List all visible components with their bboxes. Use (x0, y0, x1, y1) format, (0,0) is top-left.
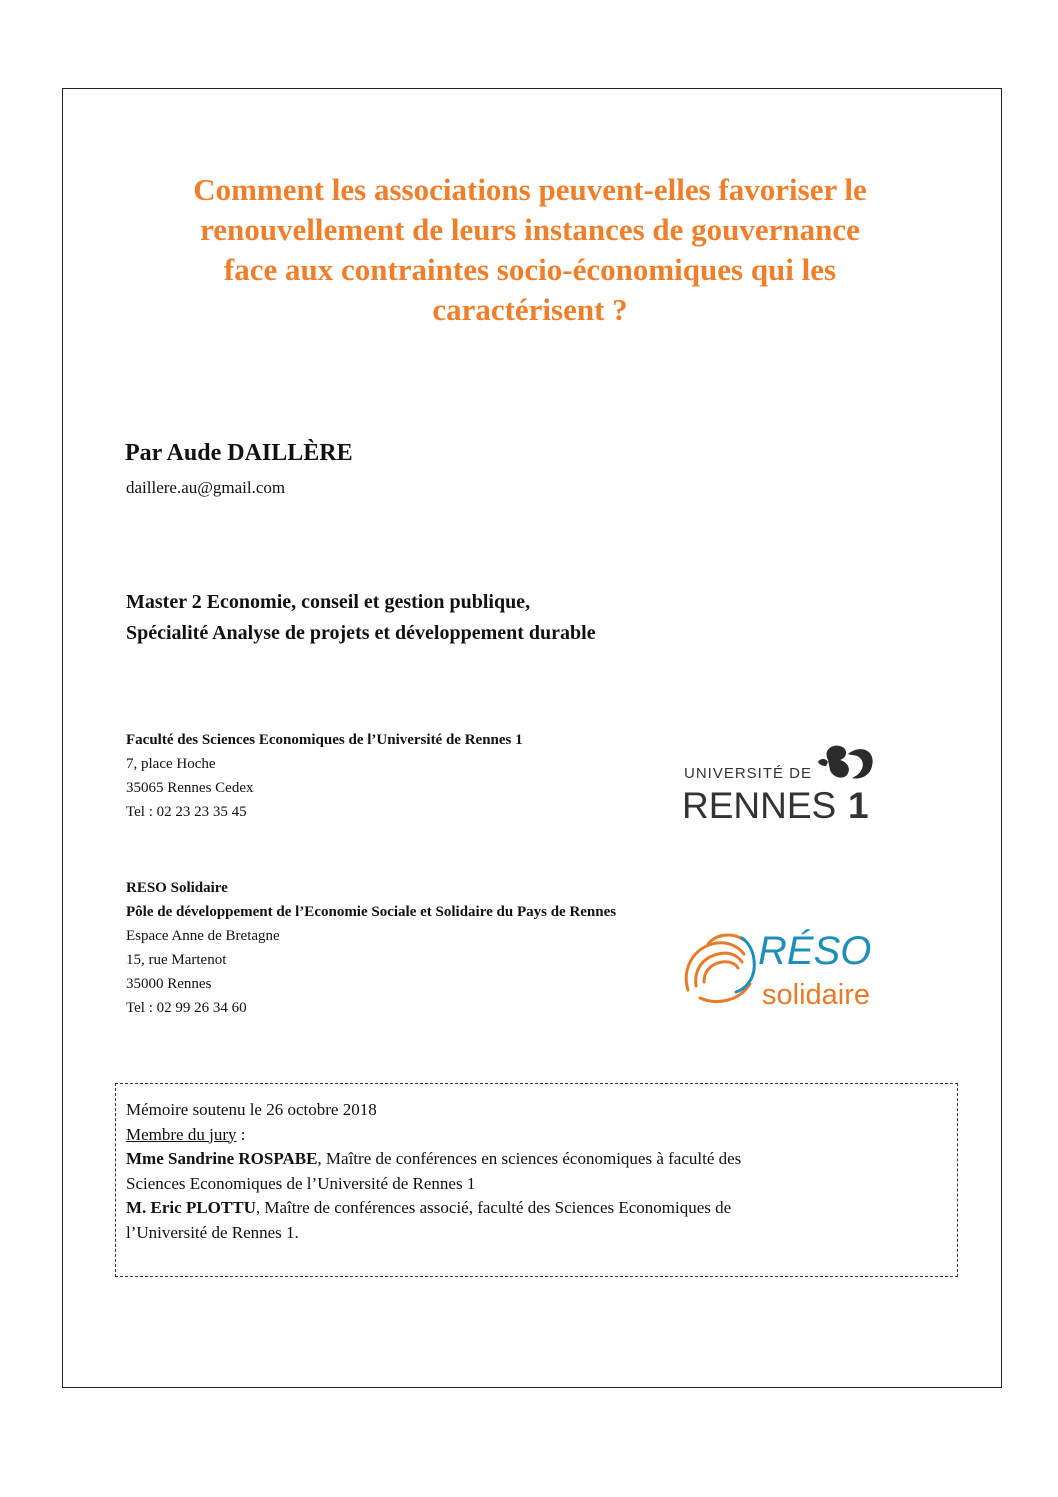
reso-city: 35000 Rennes (126, 976, 212, 992)
jury-label: Membre du jury (126, 1124, 237, 1144)
defense-date: Mémoire soutenu le 26 octobre 2018 (126, 1100, 377, 1119)
title-line-4: caractérisent ? (432, 292, 628, 327)
faculty-tel: Tel : 02 23 23 35 45 (126, 804, 247, 820)
rennes-logo-line2: RENNES (682, 785, 837, 826)
reso-tel: Tel : 02 99 26 34 60 (126, 1000, 247, 1016)
jury-member-1 (126, 1147, 947, 1172)
faculty-city: 35065 Rennes Cedex (126, 780, 254, 796)
title-line-1: Comment les associations peuvent-elles favoriser le (193, 172, 867, 207)
jury-member-1-name: Mme Sandrine ROSPABE (126, 1149, 318, 1168)
jury-member-2 (126, 1196, 947, 1221)
author-name: Par Aude DAILLÈRE (125, 440, 353, 466)
title-line-2: renouvellement de leurs instances de gouvernance (200, 212, 860, 247)
jury-label-line (126, 1123, 947, 1148)
universite-rennes-logo (680, 740, 885, 830)
jury-member-1-role: , Maître de conférences en sciences économiques à faculté des (317, 1149, 742, 1168)
jury-member-1-role-cont: Sciences Economiques de l’Université de Rennes 1 (126, 1173, 476, 1193)
reso-address (126, 876, 616, 1020)
program-line-1: Master 2 Economie, conseil et gestion publique, (126, 591, 531, 613)
faculty-street: 7, place Hoche (126, 756, 216, 772)
jury-member-2-role-cont: l’Université de Rennes 1. (126, 1222, 299, 1242)
blue-hand-icon (736, 938, 754, 992)
squirrel-icon (818, 746, 873, 779)
faculty-name: Faculté des Sciences Economiques de l’Université de Rennes 1 (126, 732, 523, 748)
author-email: daillere.au@gmail.com (126, 478, 286, 497)
jury-member-2-role: , Maître de conférences associé, faculté des Sciences Economiques de (255, 1198, 732, 1217)
reso-solidaire-logo (678, 920, 888, 1015)
jury-box (115, 1083, 958, 1277)
reso-name: RESO Solidaire (126, 880, 228, 896)
program-block (126, 587, 596, 649)
reso-subtitle: Pôle de développement de l’Economie Sociale et Solidaire du Pays de Rennes (126, 904, 617, 920)
jury-member-2-name: M. Eric PLOTTU (126, 1198, 256, 1217)
reso-logo-word2: solidaire (762, 979, 870, 1011)
rennes-logo-line1: UNIVERSITÉ DE (684, 765, 813, 782)
document-title (90, 170, 970, 330)
program-line-2: Spécialité Analyse de projets et développement durable (126, 622, 596, 644)
jury-label-suffix: : (236, 1124, 246, 1144)
rennes-logo-digit: 1 (848, 785, 869, 826)
reso-street: 15, rue Martenot (126, 952, 227, 968)
reso-logo-word1: RÉSO (758, 929, 872, 973)
title-line-3: face aux contraintes socio-économiques qui les (223, 252, 837, 287)
faculty-address (126, 728, 523, 824)
reso-building: Espace Anne de Bretagne (126, 928, 280, 944)
